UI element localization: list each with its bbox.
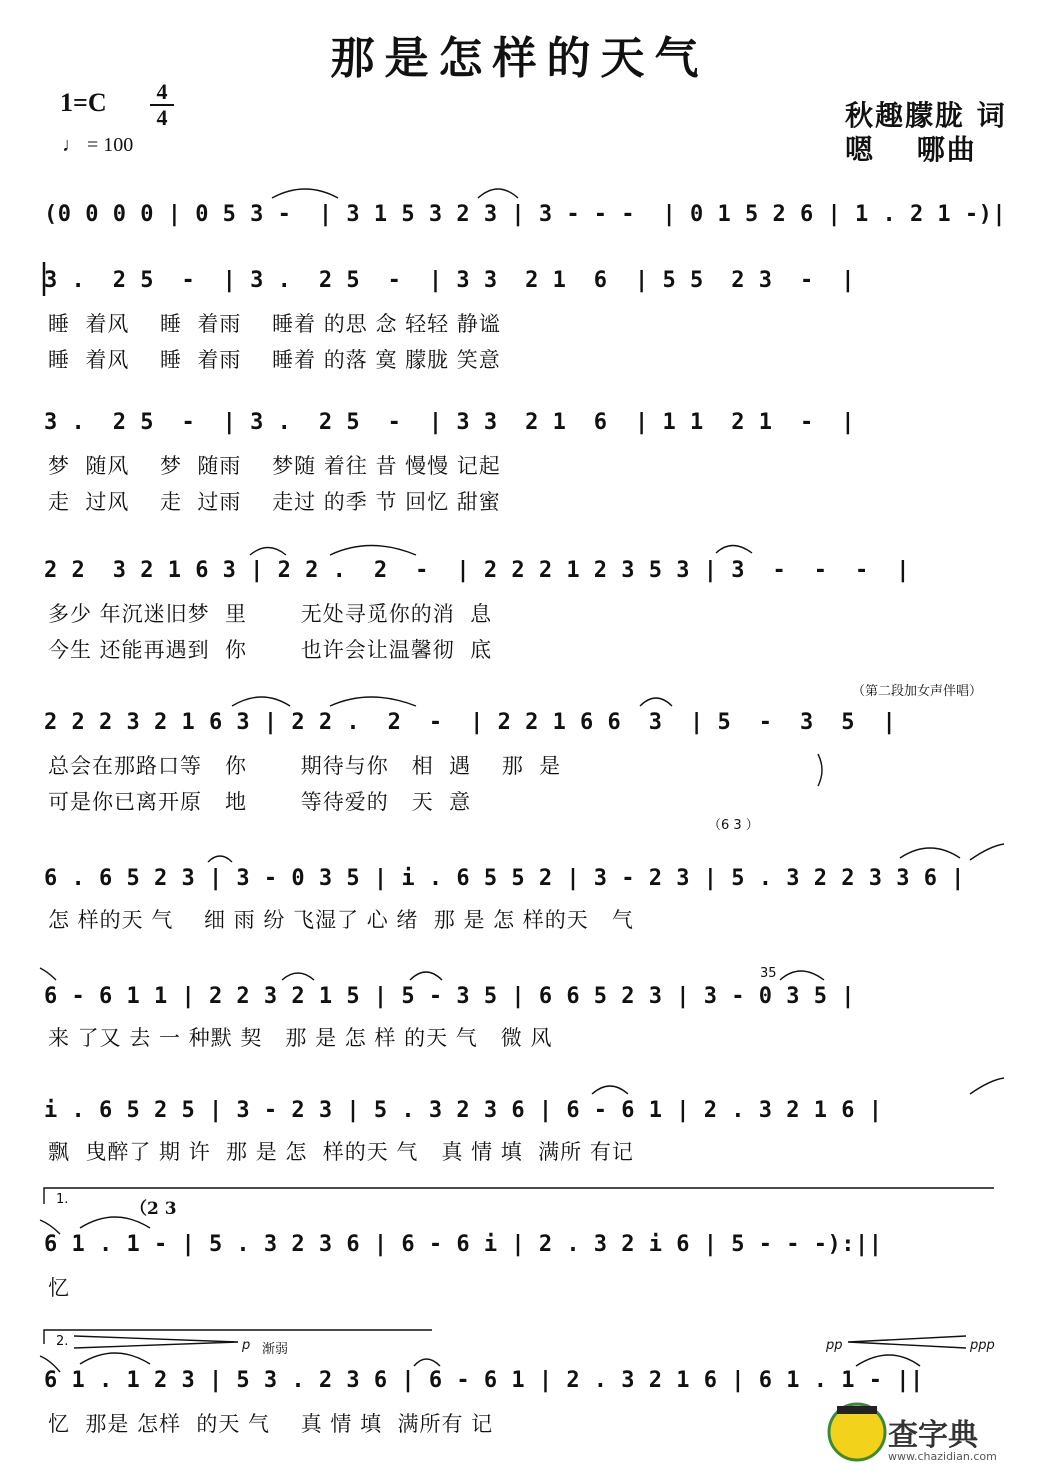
lyric-line-5: 怎 样的天 气 细 雨 纷 飞湿了 心 绪 那 是 怎 样的天 气	[48, 908, 634, 932]
verse-brace	[818, 754, 822, 786]
tie	[592, 1086, 628, 1094]
lyric-line-1a: 睡 着风 睡 着雨 睡着 的思 念 轻轻 静谧	[48, 312, 501, 336]
notation-line-7: i . 6 5 2 5 | 3 - 2 3 | 5 . 3 2 3 6 | 6 - 6 1 | 2 . 3 2 1 6 |	[44, 1098, 883, 1123]
notation-line-5: 6 . 6 5 2 3 | 3 - 0 3 5 | i . 6 5 5 2 | 3 - 2 3 | 5 . 3 2 2 3 3 6 |	[44, 866, 965, 891]
notation-line-4: 2 2 2 3 2 1 6 3 | 2 2 . 2 - | 2 2 1 6 6 3 | 5 - 3 5 |	[44, 710, 897, 735]
graduation-cap-icon	[837, 1406, 877, 1414]
quarter-note-icon: ♩	[62, 134, 82, 156]
lyric-line-8: 忆	[48, 1276, 70, 1300]
tie	[410, 972, 442, 980]
tie	[414, 1359, 440, 1366]
tie	[40, 968, 56, 980]
notation-line-6: 6 - 6 1 1 | 2 2 3 2 1 5 | 5 - 3 5 | 6 6 5 2 3 | 3 - 0 3 5 |	[44, 984, 855, 1009]
tie	[282, 973, 314, 980]
ending-bracket-one	[44, 1188, 994, 1204]
paren-23: （2 3	[130, 1199, 177, 1219]
ending-one-label: 1.	[56, 1192, 69, 1207]
watermark-logo	[829, 1404, 885, 1460]
tie	[40, 1220, 60, 1234]
tie	[80, 1217, 150, 1228]
tie	[208, 856, 232, 862]
decrescendo-hairpin	[848, 1336, 966, 1348]
tie	[856, 1355, 920, 1366]
watermark-text: 查字典	[888, 1418, 978, 1453]
notation-line-1: 3 . 2 5 - | 3 . 2 5 - | 3 3 2 1 6 | 5 5 2 3 - |	[44, 268, 855, 293]
female-harmony-note: （第二段加女声伴唱）	[852, 684, 983, 699]
tie	[232, 697, 290, 706]
lyric-line-9: 忆 那是 怎样 的天 气 真 情 填 满所有 记	[48, 1412, 494, 1436]
lyric-line-2a: 梦 随风 梦 随雨 梦随 着往 昔 慢慢 记起	[48, 454, 501, 478]
tie	[250, 548, 286, 556]
lyric-line-7: 飘 曳醉了 期 许 那 是 怎 样的天 气 真 情 填 满所 有记	[48, 1140, 634, 1164]
lyricist-credit: 秋趣朦胧 词	[845, 99, 1007, 132]
lyric-line-3a: 多少 年沉迷旧梦 里 无处寻觅你的消 息	[48, 602, 493, 626]
decrescendo-hairpin	[74, 1336, 238, 1348]
song-title: 那是怎样的天气	[330, 33, 709, 84]
notation-line-3: 2 2 3 2 1 6 3 | 2 2 . 2 - | 2 2 2 1 2 3 5 3 | 3 - - - |	[44, 558, 910, 583]
lyric-line-4b: 可是你已离开原 地 等待爱的 天 意	[48, 790, 472, 814]
tie	[780, 971, 824, 980]
grace-note-35: 35	[760, 966, 777, 981]
time-sig-bottom: 4	[150, 104, 174, 130]
lyric-line-4a: 总会在那路口等 你 期待与你 相 遇 那 是	[48, 754, 562, 778]
tie	[970, 1078, 1004, 1094]
tie	[272, 189, 338, 198]
dynamic-ppp: ppp	[970, 1338, 995, 1353]
notation-line-9: 6 1 . 1 2 3 | 5 3 . 2 3 6 | 6 - 6 1 | 2 . 3 2 1 6 | 6 1 . 1 - ||	[44, 1368, 924, 1393]
tie	[640, 698, 672, 706]
tie	[716, 546, 752, 554]
key-signature: 1=C	[60, 88, 107, 117]
tempo-value: = 100	[87, 134, 134, 156]
dynamic-pp: pp	[826, 1338, 843, 1353]
notation-line-8: 6 1 . 1 - | 5 . 3 2 3 6 | 6 - 6 i | 2 . 3 2 i 6 | 5 - - -):||	[44, 1232, 883, 1257]
paren-63: （6 3 ）	[708, 818, 759, 833]
lyric-line-6: 来 了又 去 一 种默 契 那 是 怎 样 的天 气 微 风	[48, 1026, 553, 1050]
lyric-line-3b: 今生 还能再遇到 你 也许会让温馨彻 底	[48, 638, 493, 662]
tie	[900, 848, 960, 858]
dynamic-p: p	[242, 1338, 251, 1353]
tie	[80, 1353, 150, 1364]
tie	[478, 189, 518, 198]
notation-line-2: 3 . 2 5 - | 3 . 2 5 - | 3 3 2 1 6 | 1 1 2 1 - |	[44, 410, 855, 435]
tie	[970, 844, 1004, 860]
dim-text: 渐弱	[262, 1342, 289, 1357]
ending-two-label: 2.	[56, 1334, 69, 1349]
tie	[330, 546, 416, 556]
tie	[330, 697, 416, 706]
time-sig-top: 4	[156, 79, 168, 104]
composer-credit: 嗯 哪曲	[845, 133, 977, 166]
lyric-line-2b: 走 过风 走 过雨 走过 的季 节 回忆 甜蜜	[48, 490, 501, 514]
tie	[40, 1356, 60, 1372]
lyric-line-1b: 睡 着风 睡 着雨 睡着 的落 寞 朦胧 笑意	[48, 348, 501, 372]
notation-line-intro: (0 0 0 0 | 0 5 3 - | 3 1 5 3 2 3 | 3 - - - | 0 1 5 2 6 | 1 . 2 1 -)|	[44, 202, 1007, 227]
watermark-url: www.chazidian.com	[888, 1450, 997, 1463]
